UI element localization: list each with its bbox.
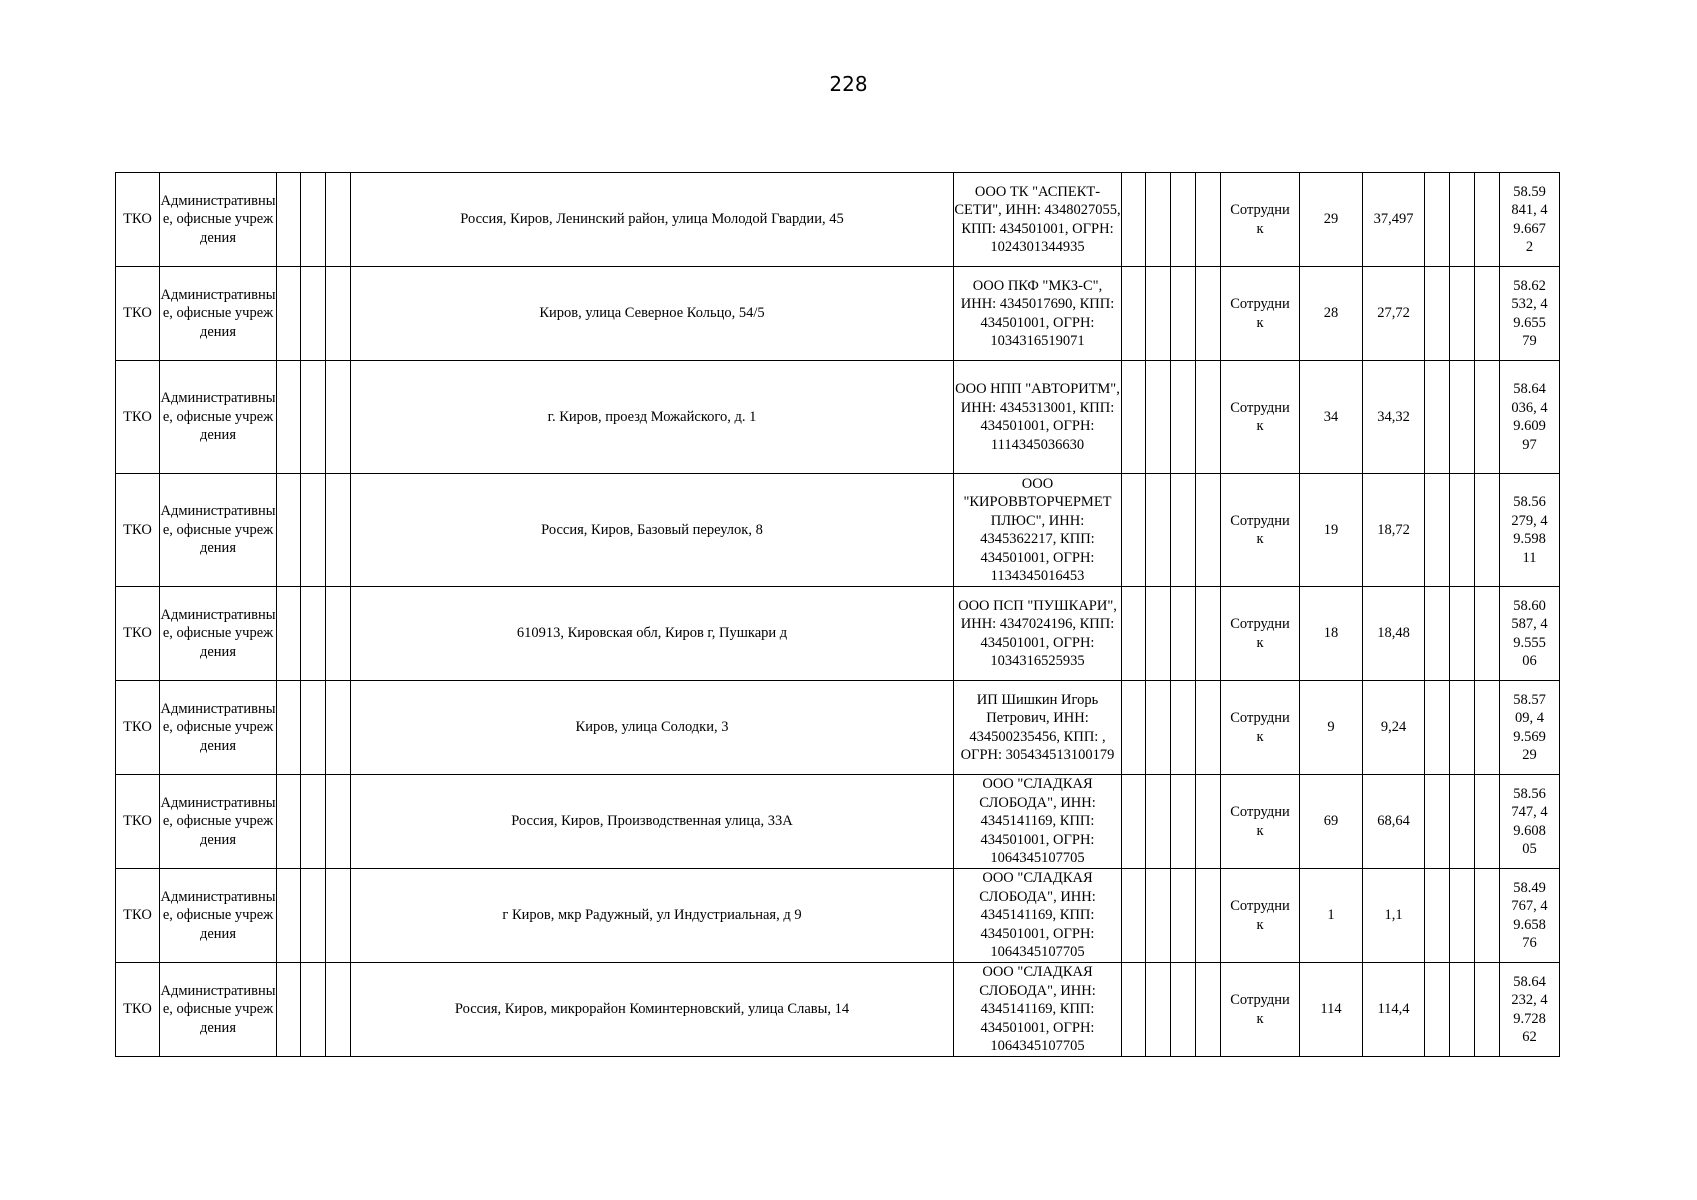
organization: ООО "СЛАДКАЯ СЛОБОДА", ИНН: 4345141169, КПП: 434501001, ОГРН: 1064345107705 bbox=[979, 964, 1096, 1055]
empty-cell bbox=[1196, 775, 1221, 869]
empty-cell bbox=[277, 474, 301, 587]
count: 9 bbox=[1327, 719, 1335, 736]
empty-cell bbox=[1196, 361, 1221, 474]
empty-cell bbox=[326, 681, 351, 775]
waste-type-cell bbox=[116, 173, 160, 267]
empty-cell bbox=[1425, 775, 1450, 869]
coordinates: 58.56747, 49.60805 bbox=[1511, 785, 1548, 857]
empty-cell bbox=[1450, 587, 1475, 681]
address: Россия, Киров, Базовый переулок, 8 bbox=[541, 521, 763, 538]
count-cell bbox=[1300, 173, 1363, 267]
empty-cell bbox=[1450, 775, 1475, 869]
empty-cell bbox=[301, 587, 326, 681]
empty-cell bbox=[301, 361, 326, 474]
volume: 34,32 bbox=[1377, 408, 1410, 425]
organization: ООО "КИРОВВТОРЧЕРМЕТ ПЛЮС", ИНН: 4345362217, КПП: 434501001, ОГРН: 1134345016453 bbox=[963, 475, 1112, 584]
table-body bbox=[116, 173, 1560, 1057]
table-row bbox=[116, 361, 1560, 474]
empty-cell bbox=[301, 775, 326, 869]
empty-cell bbox=[1171, 587, 1196, 681]
category: Административные, офисные учреждения bbox=[160, 503, 276, 557]
coordinates: 58.56279, 49.59811 bbox=[1511, 494, 1548, 566]
empty-cell bbox=[1146, 474, 1171, 587]
empty-cell bbox=[1146, 869, 1171, 963]
count: 69 bbox=[1323, 813, 1339, 830]
coordinates-cell bbox=[1500, 267, 1560, 361]
category-cell bbox=[160, 869, 277, 963]
empty-cell bbox=[1122, 775, 1146, 869]
volume-cell bbox=[1363, 173, 1425, 267]
organization: ИП Шишкин Игорь Петрович, ИНН: 434500235456, КПП: , ОГРН: 305434513100179 bbox=[960, 691, 1115, 763]
empty-cell bbox=[1171, 173, 1196, 267]
empty-cell bbox=[1196, 963, 1221, 1057]
empty-cell bbox=[1450, 963, 1475, 1057]
empty-cell bbox=[1450, 474, 1475, 587]
volume: 27,72 bbox=[1377, 305, 1410, 322]
volume: 37,497 bbox=[1373, 211, 1414, 228]
unit-cell bbox=[1221, 681, 1300, 775]
volume-cell bbox=[1363, 681, 1425, 775]
empty-cell bbox=[1146, 775, 1171, 869]
empty-cell bbox=[1425, 173, 1450, 267]
address-cell bbox=[351, 869, 954, 963]
waste-type-cell bbox=[116, 474, 160, 587]
empty-cell bbox=[1475, 267, 1500, 361]
empty-cell bbox=[326, 267, 351, 361]
unit-cell bbox=[1221, 474, 1300, 587]
category: Административные, офисные учреждения bbox=[160, 390, 276, 444]
empty-cell bbox=[301, 267, 326, 361]
category-cell bbox=[160, 775, 277, 869]
category: Административные, офисные учреждения bbox=[160, 794, 276, 848]
empty-cell bbox=[277, 963, 301, 1057]
empty-cell bbox=[1475, 361, 1500, 474]
empty-cell bbox=[1475, 775, 1500, 869]
address-cell bbox=[351, 173, 954, 267]
organization: ООО "СЛАДКАЯ СЛОБОДА", ИНН: 4345141169, КПП: 434501001, ОГРН: 1064345107705 bbox=[979, 776, 1096, 867]
coordinates: 58.64232, 49.72862 bbox=[1511, 973, 1548, 1045]
address: Россия, Киров, микрорайон Коминтерновский, улица Славы, 14 bbox=[454, 1001, 850, 1018]
coordinates-cell bbox=[1500, 587, 1560, 681]
waste-type-cell bbox=[116, 587, 160, 681]
empty-cell bbox=[1425, 474, 1450, 587]
unit-cell bbox=[1221, 361, 1300, 474]
volume: 9,24 bbox=[1380, 719, 1407, 736]
empty-cell bbox=[1146, 173, 1171, 267]
empty-cell bbox=[1475, 587, 1500, 681]
coordinates-cell bbox=[1500, 474, 1560, 587]
empty-cell bbox=[326, 361, 351, 474]
waste-type: ТКО bbox=[123, 907, 152, 924]
waste-type: ТКО bbox=[123, 1001, 152, 1018]
coordinates-cell bbox=[1500, 361, 1560, 474]
volume-cell bbox=[1363, 963, 1425, 1057]
category-cell bbox=[160, 173, 277, 267]
empty-cell bbox=[301, 681, 326, 775]
empty-cell bbox=[277, 869, 301, 963]
coordinates: 58.62532, 49.65579 bbox=[1511, 277, 1548, 349]
organization-cell bbox=[954, 173, 1122, 267]
empty-cell bbox=[1122, 869, 1146, 963]
address-cell bbox=[351, 361, 954, 474]
volume-cell bbox=[1363, 474, 1425, 587]
category-cell bbox=[160, 361, 277, 474]
count: 18 bbox=[1323, 625, 1339, 642]
empty-cell bbox=[1475, 869, 1500, 963]
empty-cell bbox=[1196, 587, 1221, 681]
category: Административные, офисные учреждения bbox=[160, 700, 276, 754]
table-row bbox=[116, 869, 1560, 963]
unit: Сотрудник bbox=[1230, 898, 1290, 933]
empty-cell bbox=[277, 173, 301, 267]
unit-cell bbox=[1221, 587, 1300, 681]
coordinates-cell bbox=[1500, 869, 1560, 963]
empty-cell bbox=[1122, 361, 1146, 474]
waste-type-cell bbox=[116, 681, 160, 775]
organization-cell bbox=[954, 963, 1122, 1057]
count: 19 bbox=[1323, 521, 1339, 538]
page-number: 228 bbox=[829, 72, 868, 96]
coordinates-cell bbox=[1500, 173, 1560, 267]
unit: Сотрудник bbox=[1230, 202, 1290, 237]
address: Киров, улица Северное Кольцо, 54/5 bbox=[539, 305, 765, 322]
volume: 18,48 bbox=[1377, 625, 1410, 642]
volume-cell bbox=[1363, 361, 1425, 474]
empty-cell bbox=[1171, 681, 1196, 775]
category-cell bbox=[160, 267, 277, 361]
empty-cell bbox=[277, 775, 301, 869]
table-row bbox=[116, 775, 1560, 869]
volume-cell bbox=[1363, 587, 1425, 681]
waste-type: ТКО bbox=[123, 408, 152, 425]
unit: Сотрудник bbox=[1230, 804, 1290, 839]
empty-cell bbox=[1122, 681, 1146, 775]
category: Административные, офисные учреждения bbox=[160, 888, 276, 942]
organization: ООО ПКФ "МКЗ-С", ИНН: 4345017690, КПП: 434501001, ОГРН: 1034316519071 bbox=[960, 277, 1115, 349]
empty-cell bbox=[1122, 267, 1146, 361]
count-cell bbox=[1300, 587, 1363, 681]
coordinates-cell bbox=[1500, 963, 1560, 1057]
empty-cell bbox=[1475, 474, 1500, 587]
unit-cell bbox=[1221, 775, 1300, 869]
empty-cell bbox=[1171, 775, 1196, 869]
count-cell bbox=[1300, 474, 1363, 587]
organization-cell bbox=[954, 474, 1122, 587]
empty-cell bbox=[326, 474, 351, 587]
volume-cell bbox=[1363, 267, 1425, 361]
empty-cell bbox=[1450, 869, 1475, 963]
count-cell bbox=[1300, 681, 1363, 775]
coordinates: 58.59841, 49.6672 bbox=[1511, 183, 1548, 255]
table-row bbox=[116, 963, 1560, 1057]
empty-cell bbox=[326, 775, 351, 869]
empty-cell bbox=[1425, 267, 1450, 361]
address-cell bbox=[351, 474, 954, 587]
empty-cell bbox=[1196, 474, 1221, 587]
waste-type: ТКО bbox=[123, 305, 152, 322]
empty-cell bbox=[326, 173, 351, 267]
empty-cell bbox=[1122, 587, 1146, 681]
unit: Сотрудник bbox=[1230, 616, 1290, 651]
empty-cell bbox=[1475, 963, 1500, 1057]
empty-cell bbox=[1450, 267, 1475, 361]
address-cell bbox=[351, 681, 954, 775]
organization-cell bbox=[954, 361, 1122, 474]
category: Административные, офисные учреждения bbox=[160, 982, 276, 1036]
empty-cell bbox=[1171, 963, 1196, 1057]
empty-cell bbox=[1146, 267, 1171, 361]
count-cell bbox=[1300, 361, 1363, 474]
waste-type-cell bbox=[116, 361, 160, 474]
empty-cell bbox=[1171, 869, 1196, 963]
count-cell bbox=[1300, 267, 1363, 361]
count: 29 bbox=[1323, 211, 1339, 228]
waste-type: ТКО bbox=[123, 813, 152, 830]
count-cell bbox=[1300, 775, 1363, 869]
table-row bbox=[116, 173, 1560, 267]
empty-cell bbox=[1196, 267, 1221, 361]
coordinates: 58.49767, 49.65876 bbox=[1511, 879, 1548, 951]
organization-cell bbox=[954, 869, 1122, 963]
address: г. Киров, проезд Можайского, д. 1 bbox=[547, 408, 757, 425]
waste-type: ТКО bbox=[123, 521, 152, 538]
volume: 68,64 bbox=[1377, 813, 1410, 830]
empty-cell bbox=[1450, 681, 1475, 775]
count: 114 bbox=[1320, 1001, 1342, 1018]
empty-cell bbox=[301, 173, 326, 267]
category-cell bbox=[160, 474, 277, 587]
empty-cell bbox=[1475, 681, 1500, 775]
empty-cell bbox=[1425, 963, 1450, 1057]
coordinates: 58.60587, 49.55506 bbox=[1511, 597, 1548, 669]
volume: 1,1 bbox=[1384, 907, 1403, 924]
count: 28 bbox=[1323, 305, 1339, 322]
address-cell bbox=[351, 775, 954, 869]
address-cell bbox=[351, 587, 954, 681]
waste-type-cell bbox=[116, 869, 160, 963]
table-row bbox=[116, 474, 1560, 587]
address-cell bbox=[351, 963, 954, 1057]
waste-type-cell bbox=[116, 267, 160, 361]
empty-cell bbox=[326, 869, 351, 963]
empty-cell bbox=[1146, 361, 1171, 474]
category-cell bbox=[160, 587, 277, 681]
empty-cell bbox=[301, 963, 326, 1057]
empty-cell bbox=[301, 474, 326, 587]
address: Россия, Киров, Производственная улица, 33А bbox=[511, 813, 793, 830]
empty-cell bbox=[1171, 267, 1196, 361]
empty-cell bbox=[1425, 587, 1450, 681]
address-cell bbox=[351, 267, 954, 361]
empty-cell bbox=[1122, 474, 1146, 587]
empty-cell bbox=[1146, 963, 1171, 1057]
empty-cell bbox=[326, 587, 351, 681]
volume-cell bbox=[1363, 775, 1425, 869]
category: Административные, офисные учреждения bbox=[160, 606, 276, 660]
empty-cell bbox=[1196, 869, 1221, 963]
address: Россия, Киров, Ленинский район, улица Молодой Гвардии, 45 bbox=[460, 211, 844, 228]
organization: ООО "СЛАДКАЯ СЛОБОДА", ИНН: 4345141169, КПП: 434501001, ОГРН: 1064345107705 bbox=[979, 870, 1096, 961]
volume: 18,72 bbox=[1377, 521, 1410, 538]
coordinates: 58.64036, 49.60997 bbox=[1511, 381, 1548, 453]
unit: Сотрудник bbox=[1230, 992, 1290, 1027]
waste-registry-table bbox=[115, 172, 1560, 1057]
volume-cell bbox=[1363, 869, 1425, 963]
empty-cell bbox=[301, 869, 326, 963]
count-cell bbox=[1300, 963, 1363, 1057]
organization-cell bbox=[954, 775, 1122, 869]
organization-cell bbox=[954, 267, 1122, 361]
empty-cell bbox=[277, 267, 301, 361]
volume: 114,4 bbox=[1377, 1001, 1410, 1018]
unit: Сотрудник bbox=[1230, 512, 1290, 547]
category-cell bbox=[160, 963, 277, 1057]
category-cell bbox=[160, 681, 277, 775]
empty-cell bbox=[1425, 361, 1450, 474]
waste-type: ТКО bbox=[123, 625, 152, 642]
organization: ООО ПСП "ПУШКАРИ", ИНН: 4347024196, КПП: 434501001, ОГРН: 1034316525935 bbox=[958, 597, 1117, 669]
waste-type: ТКО bbox=[123, 211, 152, 228]
empty-cell bbox=[1146, 681, 1171, 775]
empty-cell bbox=[1146, 587, 1171, 681]
empty-cell bbox=[1196, 681, 1221, 775]
empty-cell bbox=[1425, 869, 1450, 963]
unit: Сотрудник bbox=[1230, 399, 1290, 434]
empty-cell bbox=[1171, 361, 1196, 474]
empty-cell bbox=[277, 361, 301, 474]
organization: ООО НПП "АВТОРИТМ", ИНН: 4345313001, КПП: 434501001, ОГРН: 1114345036630 bbox=[955, 381, 1120, 453]
empty-cell bbox=[1425, 681, 1450, 775]
table-row bbox=[116, 587, 1560, 681]
waste-type-cell bbox=[116, 775, 160, 869]
table-row bbox=[116, 267, 1560, 361]
empty-cell bbox=[277, 681, 301, 775]
unit-cell bbox=[1221, 267, 1300, 361]
organization-cell bbox=[954, 681, 1122, 775]
empty-cell bbox=[1450, 173, 1475, 267]
empty-cell bbox=[1475, 173, 1500, 267]
empty-cell bbox=[326, 963, 351, 1057]
empty-cell bbox=[1171, 474, 1196, 587]
empty-cell bbox=[1196, 173, 1221, 267]
address: Киров, улица Солодки, 3 bbox=[575, 719, 729, 736]
coordinates: 58.5709, 49.56929 bbox=[1513, 691, 1546, 763]
unit-cell bbox=[1221, 869, 1300, 963]
organization: ООО ТК "АСПЕКТ-СЕТИ", ИНН: 4348027055, КПП: 434501001, ОГРН: 1024301344935 bbox=[954, 183, 1121, 255]
category: Административные, офисные учреждения bbox=[160, 192, 276, 246]
waste-type-cell bbox=[116, 963, 160, 1057]
coordinates-cell bbox=[1500, 681, 1560, 775]
count: 34 bbox=[1323, 408, 1339, 425]
empty-cell bbox=[1122, 173, 1146, 267]
waste-type: ТКО bbox=[123, 719, 152, 736]
count: 1 bbox=[1327, 907, 1335, 924]
coordinates-cell bbox=[1500, 775, 1560, 869]
count-cell bbox=[1300, 869, 1363, 963]
empty-cell bbox=[1122, 963, 1146, 1057]
table-row bbox=[116, 681, 1560, 775]
unit: Сотрудник bbox=[1230, 296, 1290, 331]
empty-cell bbox=[277, 587, 301, 681]
address: г Киров, мкр Радужный, ул Индустриальная, д 9 bbox=[502, 907, 802, 924]
empty-cell bbox=[1450, 361, 1475, 474]
category: Административные, офисные учреждения bbox=[160, 286, 276, 340]
unit-cell bbox=[1221, 173, 1300, 267]
unit-cell bbox=[1221, 963, 1300, 1057]
unit: Сотрудник bbox=[1230, 710, 1290, 745]
organization-cell bbox=[954, 587, 1122, 681]
address: 610913, Кировская обл, Киров г, Пушкари д bbox=[516, 625, 788, 642]
